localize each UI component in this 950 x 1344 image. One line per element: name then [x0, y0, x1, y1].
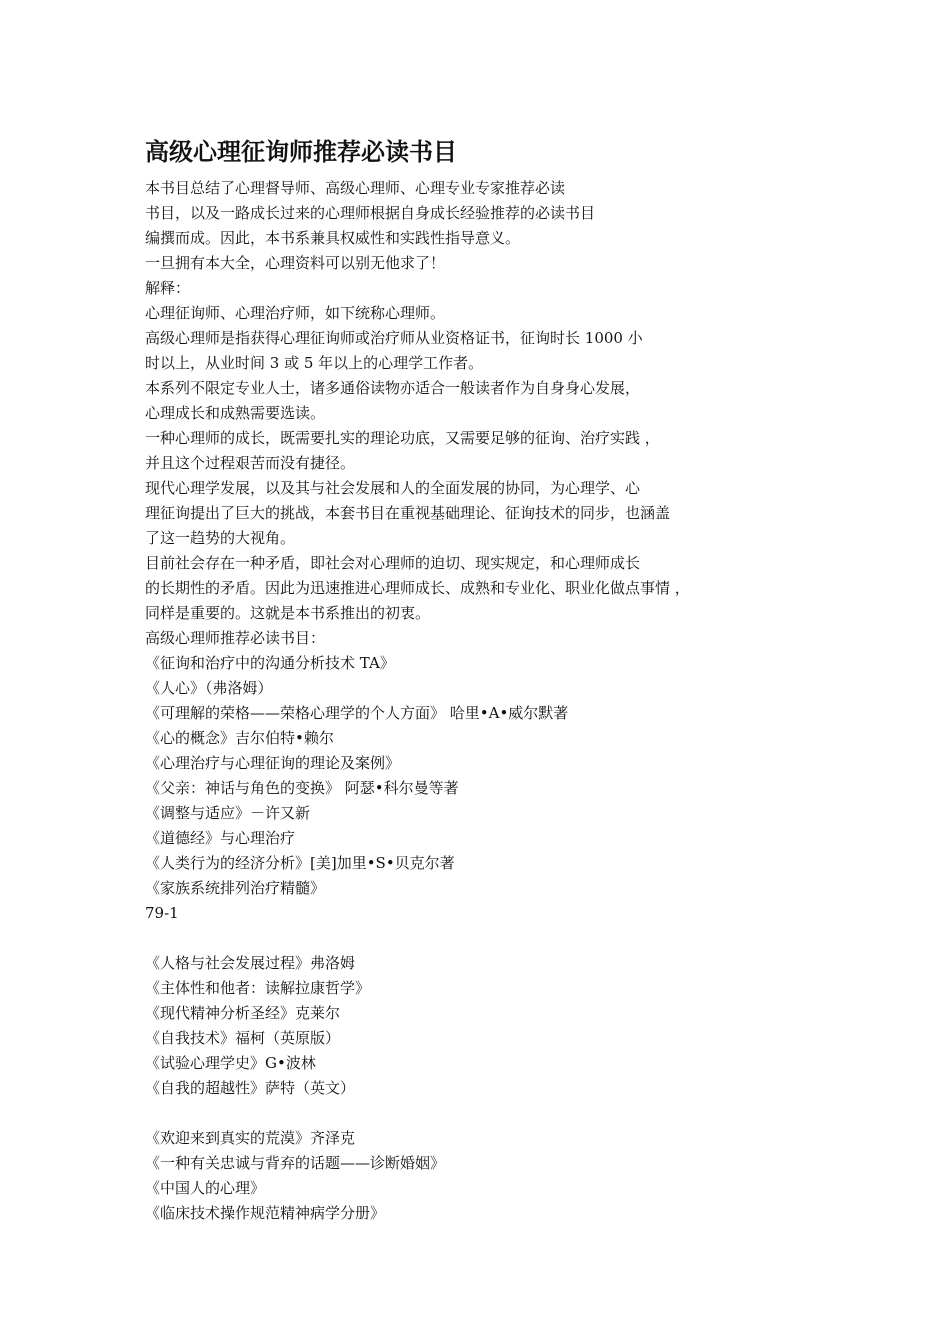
text-line: 《征询和治疗中的沟通分析技术 TA》	[145, 654, 395, 672]
text-line: 书目，以及一路成长过来的心理师根据自身成长经验推荐的必读书目	[145, 204, 596, 222]
text-line: 本系列不限定专业人士，诸多通俗读物亦适合一般读者作为自身身心发展，	[145, 379, 641, 397]
text-line: 《主体性和他者：读解拉康哲学》	[145, 979, 371, 997]
text-line: 《人格与社会发展过程》弗洛姆	[145, 954, 356, 972]
document-body	[145, 176, 690, 1226]
text-line: 解释：	[145, 279, 191, 297]
text-line: 《中国人的心理》	[145, 1179, 266, 1197]
text-line: 同样是重要的。这就是本书系推出的初衷。	[145, 604, 431, 622]
text-line: 《心理治疗与心理征询的理论及案例》	[145, 754, 401, 772]
text-line: 心理成长和成熟需要选读。	[145, 404, 326, 422]
text-line: 了这一趋势的大视角。	[145, 529, 296, 547]
text-line: 并且这个过程艰苦而没有捷径。	[145, 454, 356, 472]
text-line: 《欢迎来到真实的荒漠》齐泽克	[145, 1129, 356, 1147]
text-line: 高级心理师是指获得心理征询师或治疗师从业资格证书，征询时长 1000 小	[145, 329, 643, 347]
text-line: 《道德经》与心理治疗	[145, 829, 296, 847]
text-line: 《家族系统排列治疗精髓》	[145, 879, 326, 897]
blank-line	[145, 1101, 690, 1126]
text-line: 《现代精神分析圣经》克莱尔	[145, 1004, 341, 1022]
text-line: 现代心理学发展，以及其与社会发展和人的全面发展的协同，为心理学、心	[145, 479, 641, 497]
text-line: 《自我技术》福柯（英原版）	[145, 1029, 341, 1047]
text-line: 编撰而成。因此，本书系兼具权威性和实践性指导意义。	[145, 229, 521, 247]
text-line: 《人心》（弗洛姆）	[145, 679, 273, 697]
text-line: 的长期性的矛盾。因此为迅速推进心理师成长、成熟和专业化、职业化做点事情 ，	[145, 579, 690, 597]
text-line: 《试验心理学史》G•波林	[145, 1054, 316, 1072]
text-line: 《心的概念》吉尔伯特•赖尔	[145, 729, 334, 747]
text-line: 《调整与适应》－许又新	[145, 804, 311, 822]
text-line: 一种心理师的成长，既需要扎实的理论功底，又需要足够的征询、治疗实践 ，	[145, 429, 660, 447]
text-line: 高级心理师推荐必读书目：	[145, 629, 326, 647]
text-line: 时以上，从业时间 3 或 5 年以上的心理学工作者。	[145, 354, 484, 372]
text-line: 《临床技术操作规范精神病学分册》	[145, 1204, 386, 1222]
text-line: 79-1	[145, 904, 179, 922]
text-line: 《可理解的荣格——荣格心理学的个人方面》 哈里•A•威尔默著	[145, 704, 569, 722]
text-line: 一旦拥有本大全，心理资料可以别无他求了！	[145, 254, 446, 272]
text-line: 本书目总结了心理督导师、高级心理师、心理专业专家推荐必读	[145, 179, 566, 197]
text-line: 目前社会存在一种矛盾，即社会对心理师的迫切、现实规定，和心理师成长	[145, 554, 641, 572]
blank-line	[145, 926, 690, 951]
text-line: 《一种有关忠诚与背弃的话题——诊断婚姻》	[145, 1154, 446, 1172]
page-title: 高级心理征询师推荐必读书目	[145, 137, 457, 166]
text-line: 理征询提出了巨大的挑战，本套书目在重视基础理论、征询技术的同步，也涵盖	[145, 504, 671, 522]
text-line: 心理征询师、心理治疗师，如下统称心理师。	[145, 304, 446, 322]
text-line: 《父亲：神话与角色的变换》 阿瑟•科尔曼等著	[145, 779, 459, 797]
text-line: 《自我的超越性》萨特（英文）	[145, 1079, 356, 1097]
text-line: 《人类行为的经济分析》[美]加里•S•贝克尔著	[145, 854, 455, 872]
